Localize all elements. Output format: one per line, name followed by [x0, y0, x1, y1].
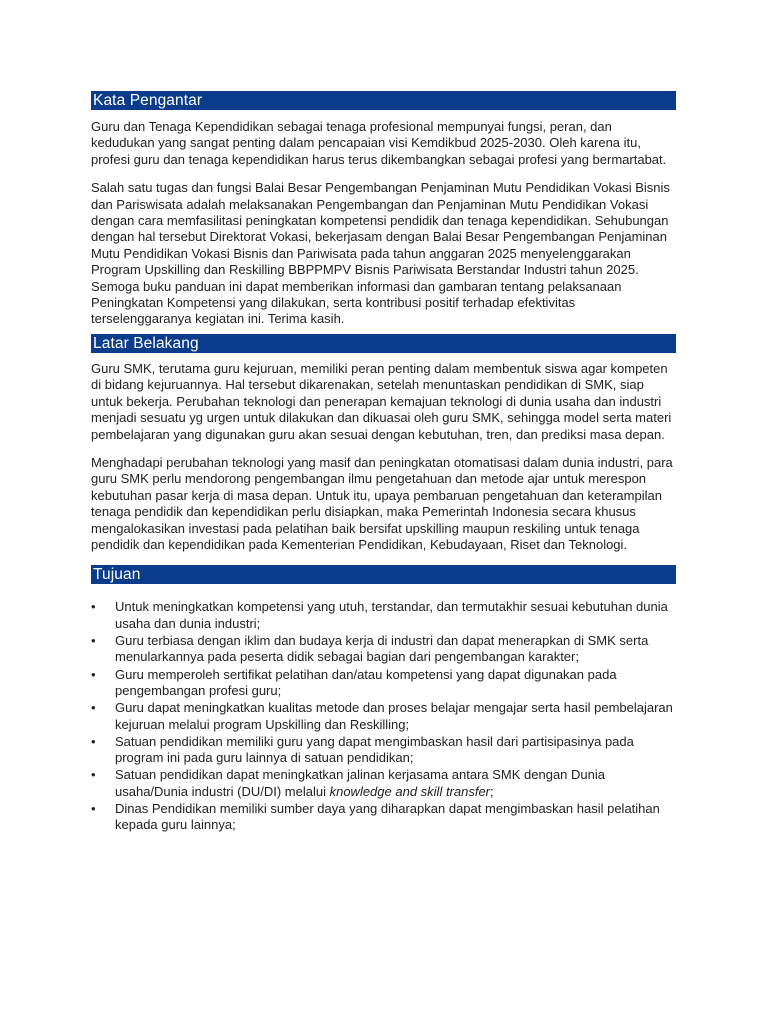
paragraph-latar-belakang-2: Menghadapi perubahan teknologi yang masif dan peningkatan otomatisasi dalam dunia industri, para guru SMK perlu mendorong pengembangan ilmu pengetahuan dan metode ajar untuk merespon kebutuhan pasar kerja di masa depan. Untuk itu, upaya pembaruan pengetahuan dan keterampilan tenaga pendidik dan kependidikan perlu disiapkan, maka Pemerintah Indonesia secara khusus mengalokasikan investasi pada pelatihan baik bersifat upskilling maupun reskiling untuk tenaga pendidik dan kependidikan pada Kementerian Pendidikan, Kebudayaan, Riset dan Teknologi. [91, 454, 673, 552]
list-item [91, 801, 676, 834]
list-item [91, 734, 676, 767]
bullet-icon: • [91, 632, 96, 648]
list-item-text-italic: knowledge and skill transfer [329, 783, 491, 799]
bullet-icon: • [91, 599, 96, 615]
bullet-icon: • [91, 801, 96, 816]
list-item-text: Guru memperoleh sertifikat pelatihan dan/atau kompetensi yang dapat digunakan pada pengembangan profesi guru; [115, 666, 617, 698]
bullet-icon: • [91, 767, 96, 783]
list-item-text: Guru terbiasa dengan iklim dan budaya kerja di industri dan dapat menerapkan di SMK serta menularkannya pada peserta didik sebagai bagian dari pengembangan karakter; [115, 632, 649, 665]
paragraph-kata-pengantar-1: Guru dan Tenaga Kependidikan sebagai tenaga profesional mempunyai fungsi, peran, dan kedudukan yang sangat penting dalam pencapaian visi Kemdikbud 2025-2030. Oleh karena itu, profesi guru dan tenaga kependidikan harus terus dikembangkan sebagai profesi yang bermartabat. [91, 119, 667, 167]
list-item [91, 767, 676, 800]
list-item-text: Dinas Pendidikan memiliki sumber daya yang diharapkan dapat mengimbaskan hasil pelatihan kepada guru lainnya; [115, 801, 660, 833]
heading-tujuan: Tujuan [91, 565, 676, 584]
list-item-text: Untuk meningkatkan kompetensi yang utuh, terstandar, dan termutakhir sesuai kebutuhan dunia usaha dan dunia industri; [115, 599, 668, 631]
bullet-icon: • [91, 733, 96, 749]
list-item-text: Satuan pendidikan memiliki guru yang dapat mengimbaskan hasil dari partisipasinya pada program ini pada guru lainnya di satuan pendidikan; [115, 733, 634, 766]
list-item [91, 633, 676, 666]
heading-latar-belakang: Latar Belakang [91, 334, 676, 353]
list-item [91, 599, 676, 632]
list-item-text-prefix: Satuan pendidikan dapat meningkatkan jalinan kerjasama antara SMK dengan Dunia usaha/Dunia industri (DU/DI) melalui [115, 767, 605, 799]
bullet-icon: • [91, 700, 96, 716]
document-page [91, 91, 676, 835]
paragraph-kata-pengantar-2: Salah satu tugas dan fungsi Balai Besar Pengembangan Penjaminan Mutu Pendidikan Vokasi Bisnis dan Pariswisata adalah melaksanakan Pengembangan dan Penjaminan Mutu Pendidikan Vokasi dengan cara memfasilitasi peningkatan kompetensi pendidik dan tenaga kependidikan. Sehubungan dengan hal tersebut Direktorat Vokasi, bekerjasam dengan Balai Besar Pengembangan Penjaminan Mutu Pendidikan Vokasi Bisnis dan Pariwisata pada tahun anggaran 2025 menyelenggarakan Program Upskilling dan Reskilling BBPPMPV Bisnis Pariwisata Berstandar Industri tahun 2025. Semoga buku panduan ini dapat memberikan informasi dan gambaran tentang pelaksanaan Peningkatan Kompetensi yang dilakukan, serta kontribusi positif terhadap efektivitas terselenggaranya kegiatan ini. Terima kasih. [91, 180, 670, 327]
list-item-text [115, 767, 605, 798]
list-item [91, 667, 676, 700]
list-item-text-suffix: ; [490, 783, 494, 799]
heading-kata-pengantar: Kata Pengantar [91, 91, 676, 110]
bullet-icon: • [91, 666, 96, 682]
list-item [91, 700, 676, 733]
tujuan-list [91, 599, 676, 833]
paragraph-latar-belakang-1: Guru SMK, terutama guru kejuruan, memiliki peran penting dalam membentuk siswa agar kompeten di bidang kejuruannya. Hal tersebut dikarenakan, setelah menuntaskan pendidikan di SMK, siap untuk bekerja. Perubahan teknologi dan penerapan kemajuan teknologi di dunia usaha dan industri menjadi sesuatu yg urgen untuk dilakukan dan dikuasai oleh guru SMK, sehingga model serta materi pembelajaran yang digunakan guru akan sesuai dengan kebutuhan, tren, dan prediksi masa depan. [91, 360, 672, 442]
list-item-text: Guru dapat meningkatkan kualitas metode dan proses belajar mengajar serta hasil pembelajaran kejuruan melalui program Upskilling dan Reskilling; [115, 700, 673, 732]
